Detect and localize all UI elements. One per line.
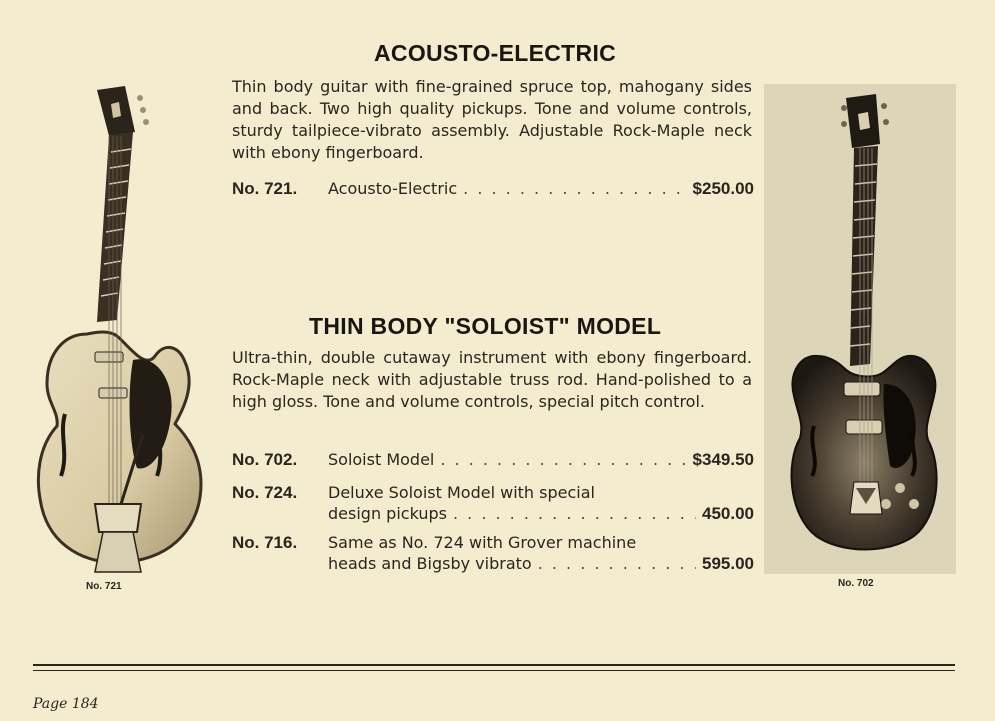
model-price: 595.00 <box>702 554 754 573</box>
leader-dots <box>538 553 696 574</box>
section-description-acousto-electric: Thin body guitar with fine-grained spruce top, mahogany sides and back. Two high quality pickups. Tone and volume controls, sturdy tailpiece-vibrato assembly. Adjustable Rock-Maple neck with ebony fingerboard. <box>232 77 752 162</box>
model-price: $250.00 <box>692 179 754 198</box>
model-name: Acousto-Electric <box>328 179 458 198</box>
model-price: $349.50 <box>692 450 754 469</box>
section-description-soloist: Ultra-thin, double cutaway instrument with ebony fingerboard. Rock-Maple neck with adjustable truss rod. Hand-polished to a high gloss. Tone and volume controls, special pitch control. <box>232 348 752 411</box>
model-price: 450.00 <box>702 504 754 523</box>
model-number: No. 702. <box>232 450 298 469</box>
section-heading-soloist: THIN BODY "SOLOIST" MODEL <box>309 313 662 339</box>
model-name-continued: heads and Bigsby vibrato <box>328 554 532 573</box>
page-number: Page 184 <box>33 696 99 712</box>
guitar-702-photo <box>764 84 956 574</box>
leader-dots <box>440 449 686 470</box>
photo-caption-right: No. 702 <box>838 578 874 589</box>
price-line-716 <box>232 532 754 574</box>
model-number: No. 716. <box>232 533 298 552</box>
model-name-continued: design pickups <box>328 504 447 523</box>
model-number: No. 721. <box>232 179 298 198</box>
photo-caption-left: No. 721 <box>86 581 122 592</box>
model-number: No. 724. <box>232 483 298 502</box>
price-line-721 <box>232 178 754 199</box>
price-line-724 <box>232 482 754 524</box>
model-name: Soloist Model <box>328 450 435 469</box>
section-heading-acousto-electric: ACOUSTO-ELECTRIC <box>374 40 617 66</box>
model-name: Deluxe Soloist Model with special <box>328 483 595 502</box>
price-line-702 <box>232 449 754 470</box>
leader-dots <box>463 178 686 199</box>
footer-rule-thick <box>33 664 955 666</box>
model-name: Same as No. 724 with Grover machine <box>328 533 637 552</box>
footer-rule-thin <box>33 670 955 671</box>
guitar-721-photo <box>25 84 215 576</box>
leader-dots <box>453 503 696 524</box>
